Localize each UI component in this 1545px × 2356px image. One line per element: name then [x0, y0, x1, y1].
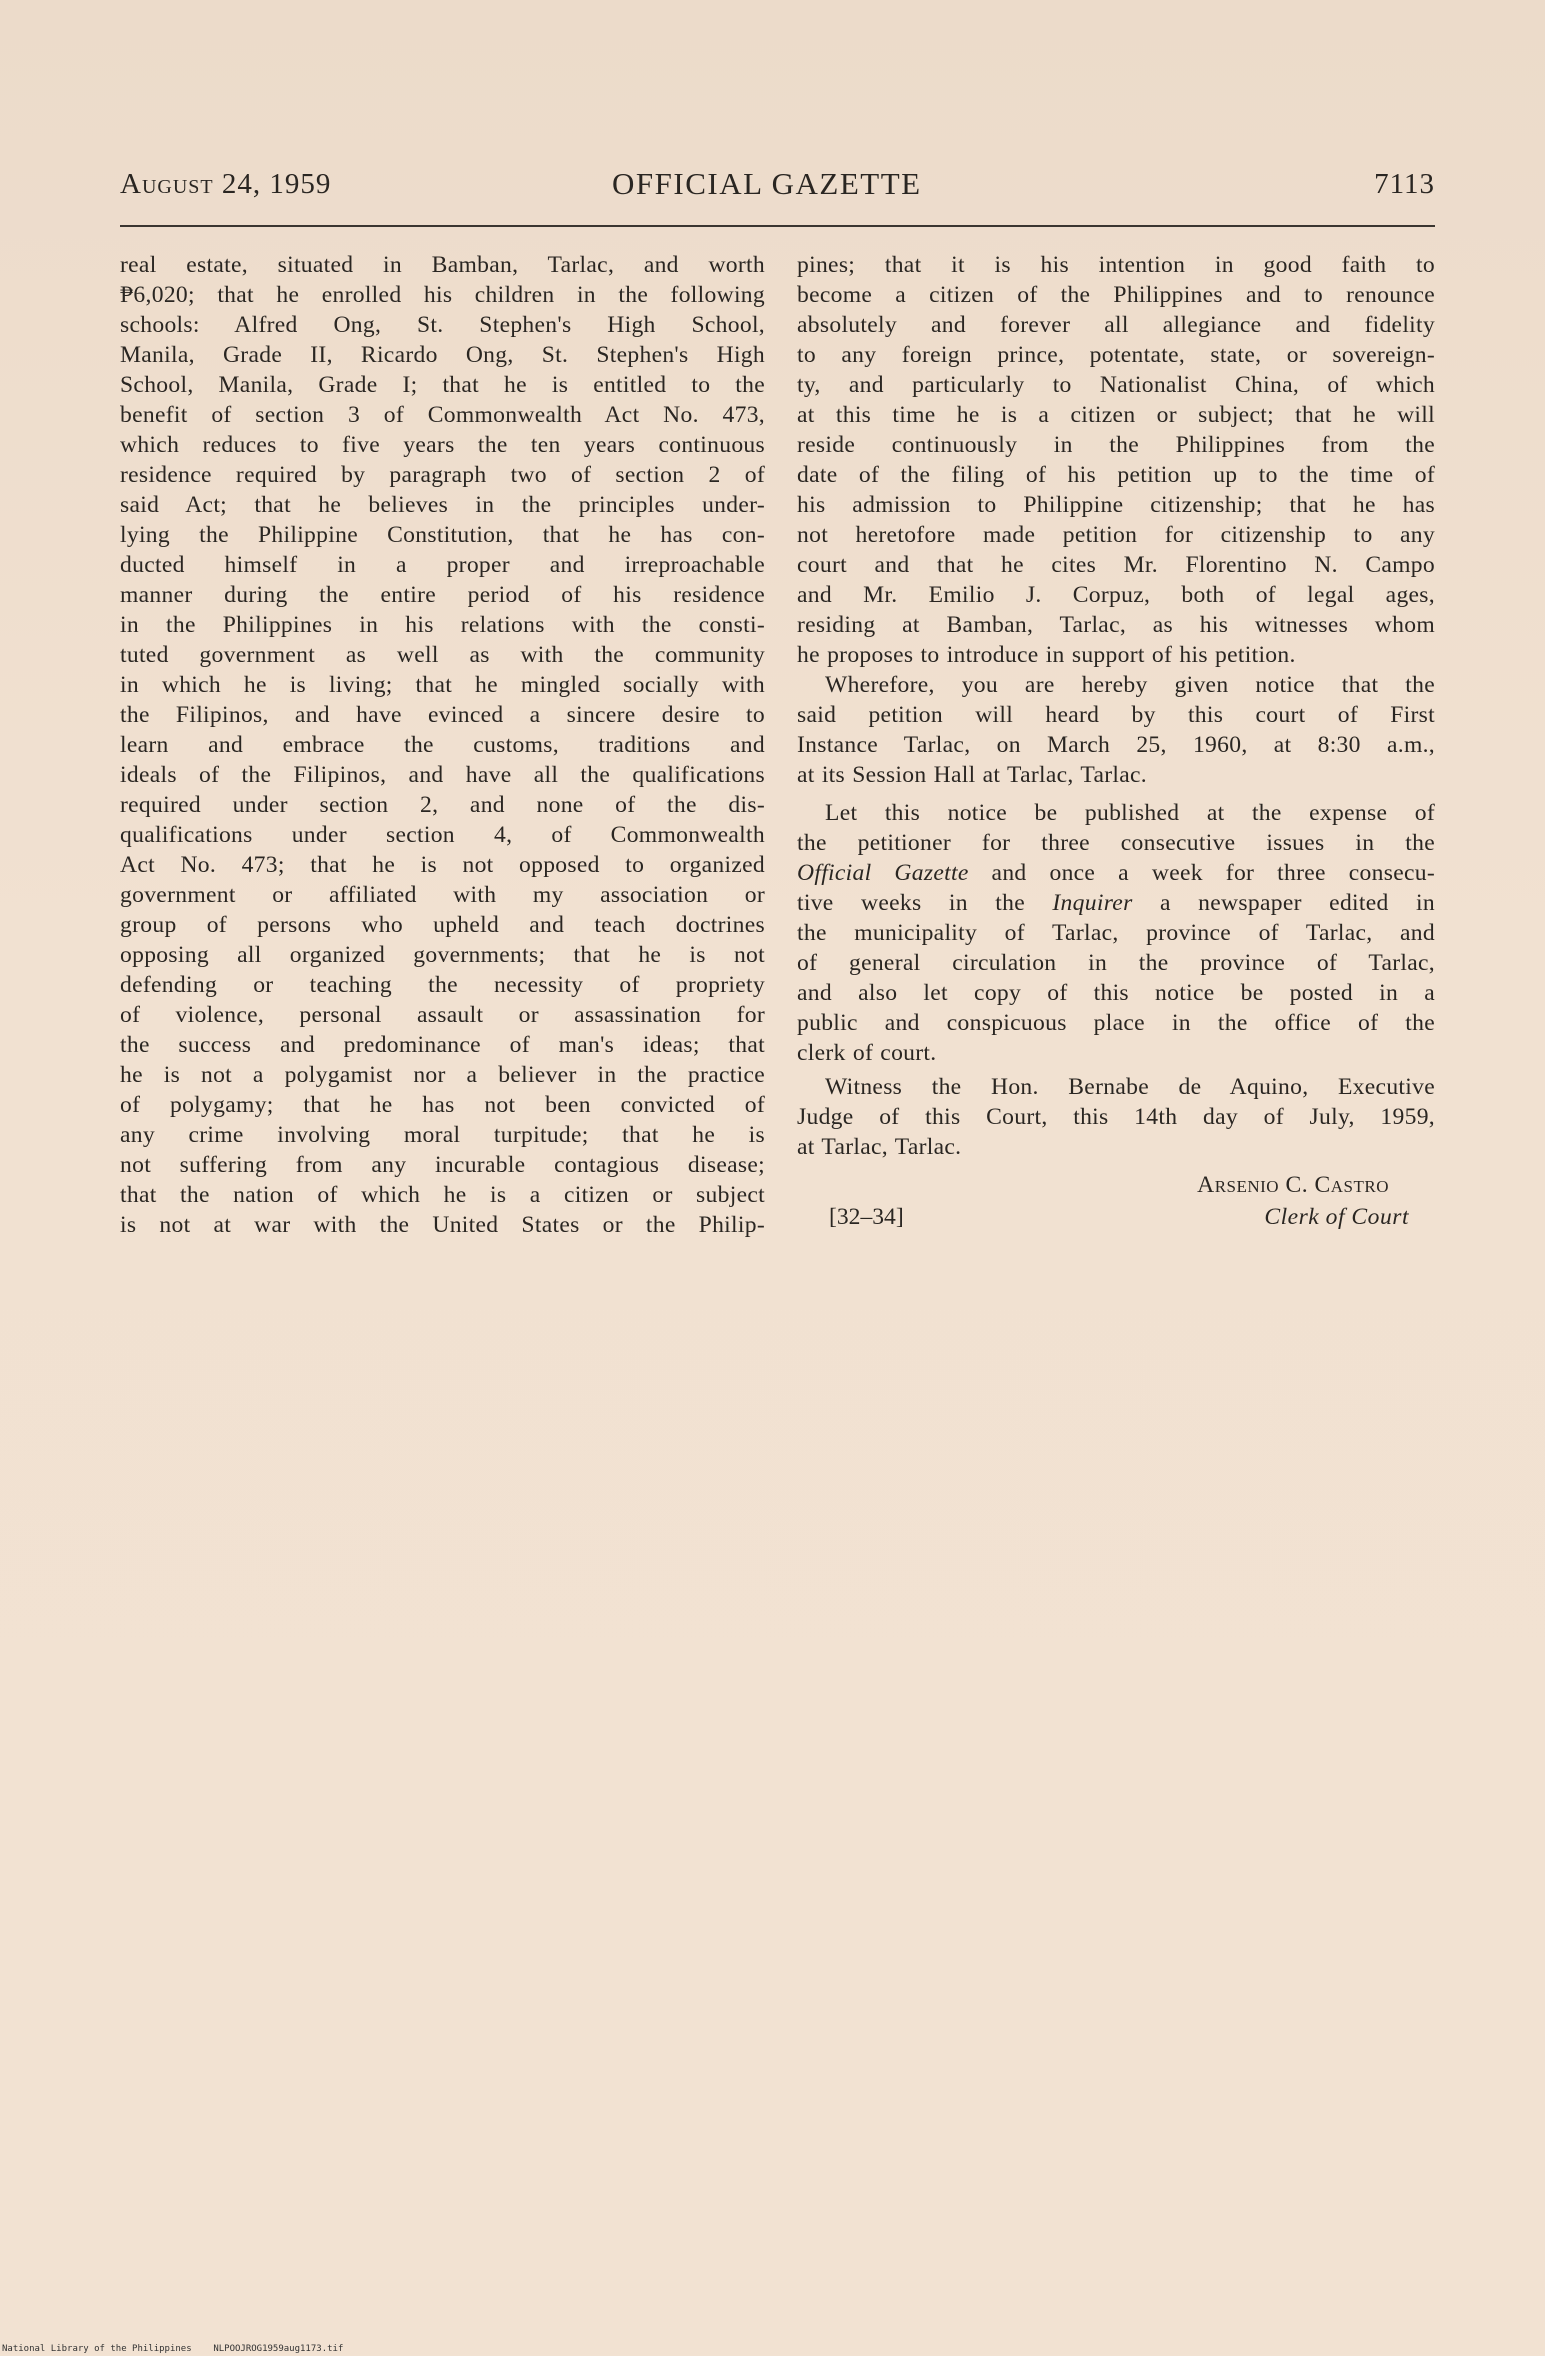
text-line: group of persons who upheld and teach doctrines: [120, 912, 765, 938]
text-line: not heretofore made petition for citizenship to any: [797, 522, 1435, 548]
text-line: ideals of the Filipinos, and have all the qualifications: [120, 762, 765, 788]
text-line: Judge of this Court, this 14th day of July, 1959,: [797, 1104, 1435, 1130]
text-line: reside continuously in the Philippines from the: [797, 432, 1435, 458]
text-line: of polygamy; that he has not been convicted of: [120, 1092, 765, 1118]
text-line: his admission to Philippine citizenship; that he has: [797, 492, 1435, 518]
text-line: Let this notice be published at the expense of: [825, 800, 1435, 826]
publication-title: OFFICIAL GAZETTE: [612, 166, 922, 201]
text-line: the petitioner for three consecutive issues in the: [797, 830, 1435, 856]
text-line: government or affiliated with my association or: [120, 882, 765, 908]
text-line: he is not a polygamist nor a believer in the practice: [120, 1062, 765, 1088]
page-number: 7113: [1374, 168, 1435, 200]
text-line: at its Session Hall at Tarlac, Tarlac.: [797, 762, 1147, 788]
text-line: School, Manila, Grade I; that he is entitled to the: [120, 372, 765, 398]
text-line: real estate, situated in Bamban, Tarlac, and worth: [120, 252, 765, 278]
text-line: he proposes to introduce in support of his petition.: [797, 642, 1296, 668]
text-line: in the Philippines in his relations with the consti-: [120, 612, 765, 638]
text-line: and Mr. Emilio J. Corpuz, both of legal ages,: [797, 582, 1435, 608]
text-line: is not at war with the United States or the Philip-: [120, 1212, 765, 1238]
text-line: learn and embrace the customs, traditions and: [120, 732, 765, 758]
text-line: schools: Alfred Ong, St. Stephen's High School,: [120, 312, 765, 338]
text-line: clerk of court.: [797, 1040, 937, 1066]
text-line: the municipality of Tarlac, province of Tarlac, and: [797, 920, 1435, 946]
text-line: [797, 888, 1435, 918]
text-line: tuted government as well as with the community: [120, 642, 765, 668]
text-line: at Tarlac, Tarlac.: [797, 1134, 962, 1160]
header-rule: [120, 225, 1435, 227]
issue-date: August 24, 1959: [120, 168, 332, 200]
text-line: [797, 858, 1435, 888]
text-line: absolutely and forever all allegiance and fidelity: [797, 312, 1435, 338]
text-line: manner during the entire period of his residence: [120, 582, 765, 608]
text-line: lying the Philippine Constitution, that he has con-: [120, 522, 765, 548]
paragraph-witness: [797, 1072, 1435, 1162]
text-fragment: and once a week for three consecu-: [968, 860, 1435, 886]
issue-reference: [32–34]: [829, 1204, 904, 1230]
text-line: and also let copy of this notice be posted in a: [797, 980, 1435, 1006]
text-line: not suffering from any incurable contagious disease;: [120, 1152, 765, 1178]
text-line: ty, and particularly to Nationalist China, of which: [797, 372, 1435, 398]
right-column: [797, 250, 1435, 1162]
text-line: residence required by paragraph two of section 2 of: [120, 462, 765, 488]
text-line: Witness the Hon. Bernabe de Aquino, Executive: [825, 1074, 1435, 1100]
text-fragment: tive weeks in the: [797, 890, 1053, 916]
text-line: at this time he is a citizen or subject; that he will: [797, 402, 1435, 428]
text-line: qualifications under section 4, of Commonwealth: [120, 822, 765, 848]
text-line: become a citizen of the Philippines and to renounce: [797, 282, 1435, 308]
text-line: of general circulation in the province of Tarlac,: [797, 950, 1435, 976]
text-line: which reduces to five years the ten years continuous: [120, 432, 765, 458]
paragraph-notice-hearing: [797, 670, 1435, 790]
text-line: Instance Tarlac, on March 25, 1960, at 8:30 a.m.,: [797, 732, 1435, 758]
text-line: the success and predominance of man's ideas; that: [120, 1032, 765, 1058]
signatory-title: Clerk of Court: [1264, 1204, 1409, 1230]
paragraph-petition-continued: [797, 250, 1435, 670]
text-line: ducted himself in a proper and irreproachable: [120, 552, 765, 578]
left-column: [120, 250, 765, 1240]
text-line: benefit of section 3 of Commonwealth Act No. 473,: [120, 402, 765, 428]
gazette-name: Official Gazette: [797, 860, 969, 886]
text-line: Manila, Grade II, Ricardo Ong, St. Stephen's High: [120, 342, 765, 368]
text-line: pines; that it is his intention in good faith to: [797, 252, 1435, 278]
page-header: [120, 168, 1435, 208]
text-line: Act No. 473; that he is not opposed to organized: [120, 852, 765, 878]
scan-footer: National Library of the Philippines NLPOOJROG1959aug1173.tif: [2, 2344, 344, 2354]
signatory-name: Arsenio C. Castro: [1197, 1172, 1389, 1198]
text-line: said Act; that he believes in the principles under-: [120, 492, 765, 518]
text-line: in which he is living; that he mingled socially with: [120, 672, 765, 698]
text-line: opposing all organized governments; that he is not: [120, 942, 765, 968]
signature-block: [797, 1172, 1435, 1236]
newspaper-name: Inquirer: [1052, 890, 1133, 916]
text-line: required under section 2, and none of the dis-: [120, 792, 765, 818]
text-line: said petition will heard by this court of First: [797, 702, 1435, 728]
paragraph-publication-order: [797, 798, 1435, 1068]
text-line: public and conspicuous place in the office of the: [797, 1010, 1435, 1036]
text-fragment: a newspaper edited in: [1132, 890, 1435, 916]
text-line: residing at Bamban, Tarlac, as his witnesses whom: [797, 612, 1435, 638]
text-line: ₱6,020; that he enrolled his children in the following: [120, 282, 765, 308]
text-line: defending or teaching the necessity of propriety: [120, 972, 765, 998]
text-line: any crime involving moral turpitude; that he is: [120, 1122, 765, 1148]
paragraph-gap: [797, 790, 1435, 798]
text-line: of violence, personal assault or assassination for: [120, 1002, 765, 1028]
text-line: to any foreign prince, potentate, state, or sovereign-: [797, 342, 1435, 368]
text-line: Wherefore, you are hereby given notice that the: [825, 672, 1435, 698]
text-line: date of the filing of his petition up to the time of: [797, 462, 1435, 488]
text-line: that the nation of which he is a citizen or subject: [120, 1182, 765, 1208]
text-line: court and that he cites Mr. Florentino N. Campo: [797, 552, 1435, 578]
text-line: the Filipinos, and have evinced a sincere desire to: [120, 702, 765, 728]
